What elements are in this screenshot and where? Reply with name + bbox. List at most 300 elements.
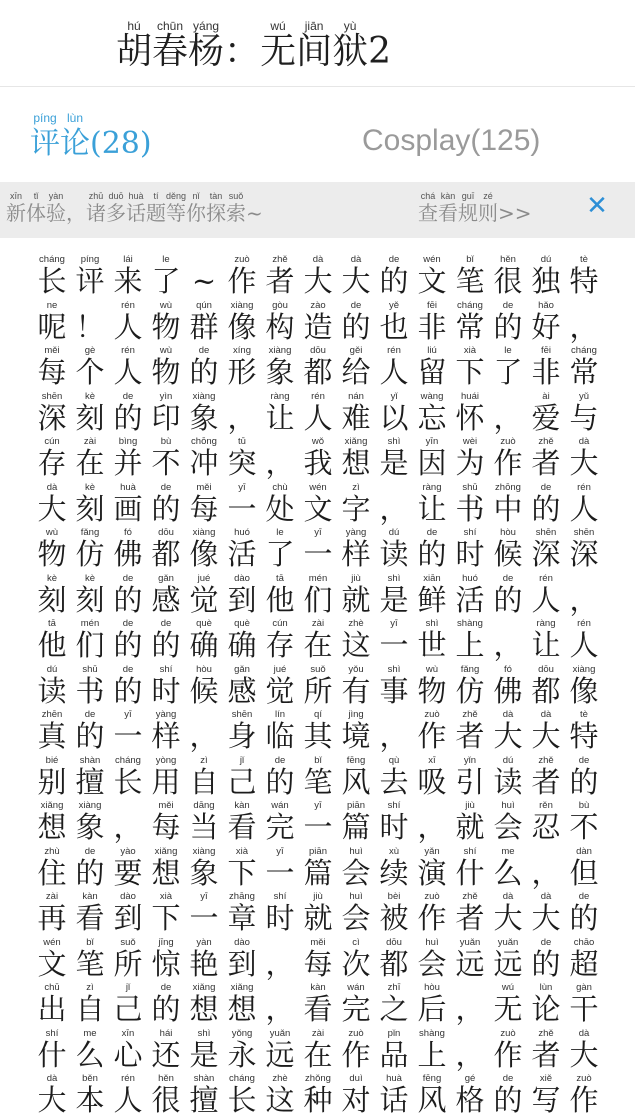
hanzi: 什 [37, 1037, 67, 1072]
text-char [489, 618, 527, 664]
pinyin: jǐ [239, 754, 245, 766]
pinyin: tā [276, 572, 284, 584]
text-char [71, 982, 109, 1028]
pinyin: yàn [48, 191, 64, 201]
pinyin: zuò [576, 1073, 592, 1084]
text-char [565, 846, 603, 892]
hanzi: 的 [569, 901, 599, 935]
text-char [375, 800, 413, 846]
text-char [109, 755, 147, 801]
text-line [33, 254, 603, 300]
text-char [565, 982, 603, 1028]
hanzi: 的 [113, 673, 143, 708]
text-char [337, 1028, 375, 1074]
pinyin: rén [539, 572, 553, 584]
pinyin: huì [349, 891, 363, 902]
text-char [489, 891, 527, 937]
text-char [489, 254, 527, 300]
pinyin: wán [271, 800, 289, 811]
hanzi: 中 [493, 491, 523, 526]
pinyin: xiǎng [344, 436, 368, 447]
hanzi: 人 [569, 491, 599, 526]
pinyin: měi [158, 800, 174, 811]
pinyin: wén [309, 481, 327, 493]
hanzi: 无 [493, 992, 523, 1026]
hanzi: 一 [379, 628, 409, 662]
pinyin: le [276, 527, 284, 538]
pinyin: zài [83, 436, 97, 447]
text-char [375, 891, 413, 937]
pinyin: cháng [571, 345, 597, 356]
hanzi: 文 [37, 946, 67, 981]
hanzi: 上 [417, 1037, 447, 1072]
text-char [261, 254, 299, 300]
pinyin: bèi [387, 891, 401, 902]
hanzi: 在 [75, 446, 105, 480]
title-char [188, 20, 224, 72]
pinyin: dú [540, 254, 552, 265]
hanzi: 有 [341, 673, 371, 708]
hanzi: 物 [151, 309, 181, 344]
text-char [565, 254, 603, 300]
pinyin: hěn [500, 254, 516, 265]
text-char [489, 436, 527, 482]
text-char [451, 709, 489, 755]
pinyin: xíng [233, 345, 251, 356]
pinyin: suǒ [310, 663, 326, 675]
text-char [413, 254, 451, 300]
hanzi: 仿 [455, 673, 485, 708]
hanzi: ， [569, 582, 599, 617]
text-char [261, 1028, 299, 1074]
text-char [375, 300, 413, 346]
text-char [33, 709, 71, 755]
tab-comments[interactable] [30, 112, 152, 164]
hanzi: 文 [417, 264, 447, 298]
pinyin: mén [80, 618, 100, 629]
text-char [527, 618, 565, 664]
pinyin: zhè [348, 618, 364, 629]
pinyin: zhě [538, 754, 554, 766]
pinyin: lái [123, 254, 133, 265]
pinyin: jué [197, 572, 211, 584]
pinyin: shū [462, 481, 478, 493]
pinyin: dōu [310, 345, 326, 356]
text-char [527, 1028, 565, 1074]
text-char [223, 573, 261, 619]
hanzi: 画 [113, 491, 143, 526]
pinyin: kàn [234, 800, 250, 811]
hanzi: 演 [417, 855, 447, 890]
text-char [261, 982, 299, 1028]
text-char [337, 846, 375, 892]
pinyin: de [84, 845, 96, 857]
text-char [147, 300, 185, 346]
pinyin: zhū [88, 191, 104, 201]
banner-char [86, 191, 106, 225]
pinyin: zhēn [41, 709, 63, 720]
view-rules-link[interactable] [418, 191, 532, 225]
text-char [109, 436, 147, 482]
hanzi: 读 [37, 673, 67, 708]
hanzi: 完 [341, 992, 371, 1026]
pinyin: dōu [538, 663, 554, 675]
hanzi: 忘 [417, 400, 447, 435]
hanzi: 感 [151, 582, 181, 617]
hanzi: 身 [227, 719, 257, 753]
hanzi: ， [569, 309, 599, 344]
text-char [33, 982, 71, 1028]
text-char [489, 573, 527, 619]
pinyin: de [160, 481, 172, 493]
hanzi: ， [379, 491, 409, 526]
hanzi: 人 [531, 582, 561, 617]
hanzi: 书 [75, 673, 105, 708]
hanzi: 的 [113, 400, 143, 435]
pinyin: gěi [349, 345, 363, 356]
hanzi: 让 [531, 628, 561, 662]
text-char [527, 527, 565, 573]
hanzi: 的 [75, 719, 105, 753]
pinyin: zhāng [229, 891, 255, 902]
hanzi: 的 [531, 946, 561, 981]
pinyin: xīn [9, 191, 22, 201]
text-char [33, 254, 71, 300]
hanzi: 仿 [75, 537, 105, 571]
hanzi: 一 [303, 537, 333, 571]
hanzi: 的 [265, 764, 295, 799]
pinyin: duō [108, 191, 124, 201]
pinyin: yòng [155, 754, 177, 766]
hanzi: 完 [265, 810, 295, 844]
hanzi: 作 [417, 719, 447, 753]
hanzi: 次 [341, 946, 371, 981]
hanzi: 杨 [188, 31, 225, 72]
text-char [109, 254, 147, 300]
hanzi: 会 [341, 855, 371, 890]
text-char [261, 300, 299, 346]
text-char [71, 1028, 109, 1074]
text-char [375, 254, 413, 300]
hanzi: 大 [493, 901, 523, 935]
hanzi: 者 [455, 719, 485, 753]
hanzi: 人 [113, 355, 143, 389]
pinyin: rén [387, 345, 401, 356]
hanzi: 物 [37, 537, 67, 571]
rules-char [418, 191, 438, 225]
pinyin: dōu [158, 527, 174, 538]
banner-char [186, 191, 206, 225]
pinyin: shàn [79, 754, 101, 766]
text-char [185, 891, 223, 937]
text-char [451, 482, 489, 528]
hanzi: 觉 [265, 673, 295, 708]
hanzi: 很 [151, 1083, 181, 1117]
pinyin: cháng [229, 1073, 255, 1084]
pinyin: de [540, 481, 552, 493]
hanzi: 一 [189, 901, 219, 935]
text-char [147, 1073, 185, 1119]
text-char [147, 664, 185, 710]
comment-body [33, 254, 603, 1119]
hanzi: 象 [189, 400, 219, 435]
pinyin: jiù [313, 891, 323, 902]
text-char [223, 1028, 261, 1074]
hanzi: 评 [75, 264, 105, 298]
pinyin: yàng [345, 527, 367, 538]
text-char [337, 982, 375, 1028]
text-char [489, 391, 527, 437]
pinyin: jǐ [125, 982, 131, 993]
hanzi: 就 [455, 810, 485, 844]
hanzi: 他 [37, 628, 67, 662]
hanzi: 种 [303, 1083, 333, 1117]
hanzi: 之 [379, 992, 409, 1026]
pinyin: jìng [348, 709, 364, 720]
hanzi: 这 [265, 1083, 295, 1117]
text-char [109, 846, 147, 892]
text-char [109, 300, 147, 346]
hanzi: 超 [569, 946, 599, 981]
hanzi: 临 [265, 719, 295, 753]
text-char [489, 1073, 527, 1119]
hanzi: 看 [438, 201, 458, 225]
hanzi: 形 [227, 355, 257, 389]
pinyin: dà [502, 891, 514, 902]
hanzi: 造 [303, 309, 333, 344]
rules-char [498, 191, 532, 225]
text-char [147, 527, 185, 573]
hanzi: ~ [246, 201, 263, 225]
text-char [71, 891, 109, 937]
hanzi: 其 [303, 719, 333, 753]
pinyin: cún [44, 436, 60, 447]
pinyin: xiǎng [230, 982, 254, 993]
text-char [527, 982, 565, 1028]
pinyin: zì [86, 982, 94, 993]
hanzi: ， [265, 992, 295, 1026]
text-char [261, 664, 299, 710]
pinyin: me [501, 845, 515, 857]
hanzi: 吸 [417, 764, 447, 799]
text-char [451, 618, 489, 664]
pinyin: měi [310, 936, 326, 948]
hanzi: 要 [113, 855, 143, 890]
hanzi: 存 [265, 628, 295, 662]
pinyin: hòu [500, 527, 516, 538]
text-char [413, 618, 451, 664]
text-line [33, 800, 603, 846]
pinyin: yǔ [578, 390, 590, 402]
pinyin: gàn [576, 982, 592, 993]
hanzi: 多 [106, 201, 126, 225]
hanzi: 篇 [303, 855, 333, 890]
hanzi: 论 [60, 126, 90, 161]
pinyin: qún [196, 299, 212, 311]
text-char [375, 573, 413, 619]
hanzi: 作 [417, 901, 447, 935]
text-char [565, 345, 603, 391]
pinyin: tū [238, 436, 246, 447]
tab-bar [0, 86, 635, 182]
hanzi: 活 [455, 582, 485, 617]
text-char [527, 664, 565, 710]
text-char [261, 618, 299, 664]
pinyin: què [196, 618, 212, 629]
hanzi: 大 [37, 491, 67, 526]
text-char [337, 937, 375, 983]
pinyin: de [578, 891, 590, 902]
text-char [261, 391, 299, 437]
hanzi: 很 [493, 264, 523, 298]
text-char [299, 982, 337, 1028]
hanzi: 读 [379, 537, 409, 571]
hanzi: 样 [151, 719, 181, 753]
text-line [33, 937, 603, 983]
rules-char [478, 191, 498, 225]
pinyin: zào [310, 299, 326, 311]
pinyin: rén [121, 299, 135, 311]
text-line [33, 982, 603, 1028]
text-char [185, 618, 223, 664]
text-char [261, 345, 299, 391]
pinyin: le [504, 345, 512, 356]
text-char [375, 937, 413, 983]
text-char [185, 664, 223, 710]
text-char [71, 618, 109, 664]
pinyin: de [274, 754, 286, 766]
text-char [299, 527, 337, 573]
text-char [33, 300, 71, 346]
pinyin: tí [153, 191, 159, 201]
pinyin: zì [200, 754, 208, 766]
hanzi: 物 [417, 673, 447, 708]
pinyin: dà [578, 1027, 590, 1039]
pinyin: shì [387, 436, 401, 447]
pinyin: ne [46, 299, 58, 311]
pinyin: shàn [193, 1073, 215, 1084]
pinyin: fǎng [80, 527, 100, 538]
text-char [451, 254, 489, 300]
pinyin: yī [200, 891, 208, 902]
pinyin: yīn [425, 436, 439, 447]
pinyin: shì [387, 572, 401, 584]
pinyin: běn [82, 1073, 98, 1084]
text-char [489, 982, 527, 1028]
text-line [33, 573, 603, 619]
text-line [33, 482, 603, 528]
pinyin: xiàng [192, 527, 216, 538]
pinyin: zuò [424, 709, 440, 720]
hanzi: 心 [113, 1037, 143, 1072]
hanzi: 下 [227, 855, 257, 890]
text-char [147, 755, 185, 801]
pinyin: piān [347, 800, 365, 811]
hanzi: ， [455, 1037, 485, 1072]
hanzi: 每 [151, 810, 181, 844]
text-char [33, 618, 71, 664]
hanzi: 佛 [493, 673, 523, 708]
pinyin: wèi [462, 436, 478, 447]
text-char [565, 891, 603, 937]
hanzi: 擅 [75, 764, 105, 799]
pinyin: wén [423, 254, 441, 265]
hanzi: 了 [265, 537, 295, 571]
hanzi: 会 [493, 810, 523, 844]
pinyin: suǒ [120, 936, 136, 948]
text-char [147, 846, 185, 892]
hanzi: 特 [569, 264, 599, 298]
hanzi: ， [113, 810, 143, 844]
hanzi: 字 [341, 491, 371, 526]
banner-char [26, 191, 46, 225]
tab-cosplay[interactable]: Cosplay(125) [362, 124, 541, 157]
text-char [185, 709, 223, 755]
hanzi: 候 [493, 537, 523, 571]
pinyin: xiān [423, 572, 441, 584]
hanzi: 看 [75, 901, 105, 935]
close-icon[interactable]: ✕ [586, 191, 608, 221]
pinyin: chù [272, 481, 288, 493]
text-char [33, 436, 71, 482]
hanzi: 2 [368, 31, 392, 72]
text-char [451, 982, 489, 1028]
hanzi: 下 [455, 355, 485, 389]
pinyin: chá [420, 191, 436, 201]
hanzi: 查 [418, 201, 438, 225]
text-char [527, 345, 565, 391]
text-char [33, 937, 71, 983]
pinyin: yǎn [424, 845, 440, 857]
pinyin: de [198, 345, 210, 356]
pinyin: shí [463, 527, 477, 538]
pinyin: rén [121, 345, 135, 356]
hanzi: 干 [569, 992, 599, 1026]
pinyin: fēi [540, 345, 552, 356]
pinyin: lùn [539, 982, 553, 993]
text-char [109, 527, 147, 573]
pinyin: wán [347, 982, 365, 993]
text-char [261, 755, 299, 801]
text-char [413, 391, 451, 437]
text-line [33, 300, 603, 346]
pinyin: yě [388, 299, 400, 311]
hanzi: 远 [493, 946, 523, 981]
text-char [299, 755, 337, 801]
pinyin: xiàng [572, 663, 596, 675]
text-char [147, 982, 185, 1028]
pinyin: jiān [304, 19, 324, 33]
text-char [71, 300, 109, 346]
hanzi: 作 [493, 446, 523, 480]
banner-char [66, 191, 86, 225]
hanzi: 的 [341, 309, 371, 344]
text-char [223, 664, 261, 710]
hanzi: 时 [151, 673, 181, 708]
pinyin: suǒ [228, 191, 244, 201]
text-char [261, 573, 299, 619]
page-header [0, 0, 635, 87]
pinyin: yǐn [463, 754, 477, 766]
pinyin: wú [270, 19, 286, 33]
pinyin: dào [120, 891, 136, 902]
hanzi: 样 [341, 537, 371, 571]
hanzi: 都 [303, 355, 333, 389]
pinyin: ràng [422, 481, 442, 493]
text-char [109, 618, 147, 664]
text-char [565, 618, 603, 664]
text-char [71, 937, 109, 983]
